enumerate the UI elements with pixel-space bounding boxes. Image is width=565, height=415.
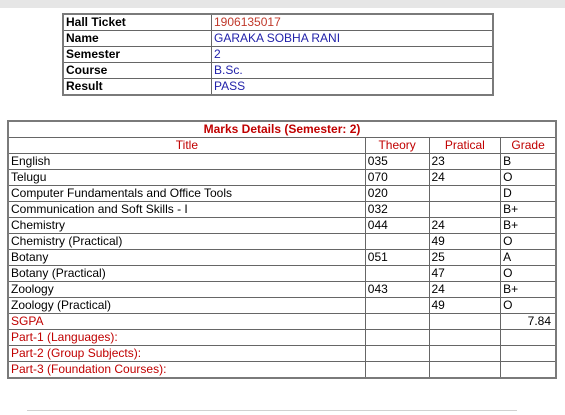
table-row bbox=[8, 298, 556, 314]
marks-caption-row bbox=[8, 121, 556, 138]
grade: O bbox=[501, 298, 556, 314]
empty-cell bbox=[365, 362, 429, 379]
table-row bbox=[8, 266, 556, 282]
top-bar bbox=[0, 0, 565, 8]
grade: B+ bbox=[501, 282, 556, 298]
hall-ticket-row bbox=[63, 14, 493, 31]
part-row bbox=[8, 346, 556, 362]
part-label: Part-2 (Group Subjects): bbox=[8, 346, 365, 362]
marks-details-table bbox=[7, 120, 557, 379]
empty-cell bbox=[501, 362, 556, 379]
theory-mark: 043 bbox=[365, 282, 429, 298]
course-value: B.Sc. bbox=[212, 63, 494, 79]
course-row bbox=[63, 63, 493, 79]
practical-mark: 23 bbox=[429, 154, 501, 170]
practical-mark: 24 bbox=[429, 170, 501, 186]
sgpa-row bbox=[8, 314, 556, 330]
empty-cell bbox=[501, 346, 556, 362]
subject-title: Telugu bbox=[8, 170, 365, 186]
col-header-theory: Theory bbox=[365, 138, 429, 154]
table-row bbox=[8, 218, 556, 234]
sgpa-label: SGPA bbox=[8, 314, 365, 330]
subject-title: Computer Fundamentals and Office Tools bbox=[8, 186, 365, 202]
col-header-practical: Pratical bbox=[429, 138, 501, 154]
practical-mark: 24 bbox=[429, 218, 501, 234]
course-label: Course bbox=[63, 63, 212, 79]
subject-title: Botany (Practical) bbox=[8, 266, 365, 282]
grade: O bbox=[501, 234, 556, 250]
sgpa-value: 7.84 bbox=[501, 314, 556, 330]
grade: O bbox=[501, 170, 556, 186]
result-value: PASS bbox=[212, 79, 494, 96]
bottom-divider bbox=[27, 410, 517, 411]
empty-cell bbox=[429, 314, 501, 330]
subject-title: Chemistry bbox=[8, 218, 365, 234]
theory-mark: 051 bbox=[365, 250, 429, 266]
semester-row bbox=[63, 47, 493, 63]
table-row bbox=[8, 154, 556, 170]
result-row bbox=[63, 79, 493, 96]
marks-header-row bbox=[8, 138, 556, 154]
empty-cell bbox=[501, 330, 556, 346]
table-row bbox=[8, 234, 556, 250]
subject-title: Chemistry (Practical) bbox=[8, 234, 365, 250]
table-row bbox=[8, 170, 556, 186]
theory-mark bbox=[365, 298, 429, 314]
grade: A bbox=[501, 250, 556, 266]
grade: D bbox=[501, 186, 556, 202]
practical-mark: 49 bbox=[429, 234, 501, 250]
name-value: GARAKA SOBHA RANI bbox=[212, 31, 494, 47]
part-row bbox=[8, 330, 556, 346]
theory-mark: 035 bbox=[365, 154, 429, 170]
grade: B+ bbox=[501, 202, 556, 218]
part-label: Part-1 (Languages): bbox=[8, 330, 365, 346]
theory-mark bbox=[365, 234, 429, 250]
part-label: Part-3 (Foundation Courses): bbox=[8, 362, 365, 379]
theory-mark: 020 bbox=[365, 186, 429, 202]
empty-cell bbox=[365, 330, 429, 346]
semester-value: 2 bbox=[212, 47, 494, 63]
result-label: Result bbox=[63, 79, 212, 96]
theory-mark: 070 bbox=[365, 170, 429, 186]
semester-label: Semester bbox=[63, 47, 212, 63]
practical-mark bbox=[429, 186, 501, 202]
subject-title: Botany bbox=[8, 250, 365, 266]
subject-title: Zoology bbox=[8, 282, 365, 298]
theory-mark bbox=[365, 266, 429, 282]
col-header-grade: Grade bbox=[501, 138, 556, 154]
table-row bbox=[8, 186, 556, 202]
name-label: Name bbox=[63, 31, 212, 47]
grade: B bbox=[501, 154, 556, 170]
subject-title: Zoology (Practical) bbox=[8, 298, 365, 314]
theory-mark: 044 bbox=[365, 218, 429, 234]
subject-title: English bbox=[8, 154, 365, 170]
empty-cell bbox=[365, 346, 429, 362]
name-row bbox=[63, 31, 493, 47]
practical-mark: 49 bbox=[429, 298, 501, 314]
practical-mark bbox=[429, 202, 501, 218]
subject-title: Communication and Soft Skills - I bbox=[8, 202, 365, 218]
grade: B+ bbox=[501, 218, 556, 234]
col-header-title: Title bbox=[8, 138, 365, 154]
marks-caption: Marks Details (Semester: 2) bbox=[8, 121, 556, 138]
empty-cell bbox=[429, 330, 501, 346]
practical-mark: 25 bbox=[429, 250, 501, 266]
practical-mark: 47 bbox=[429, 266, 501, 282]
empty-cell bbox=[429, 362, 501, 379]
table-row bbox=[8, 282, 556, 298]
theory-mark: 032 bbox=[365, 202, 429, 218]
grade: O bbox=[501, 266, 556, 282]
student-info-table bbox=[62, 13, 494, 96]
empty-cell bbox=[429, 346, 501, 362]
practical-mark: 24 bbox=[429, 282, 501, 298]
table-row bbox=[8, 202, 556, 218]
hall-ticket-label: Hall Ticket bbox=[63, 14, 212, 31]
part-row bbox=[8, 362, 556, 379]
hall-ticket-value: 1906135017 bbox=[212, 14, 494, 31]
empty-cell bbox=[365, 314, 429, 330]
table-row bbox=[8, 250, 556, 266]
